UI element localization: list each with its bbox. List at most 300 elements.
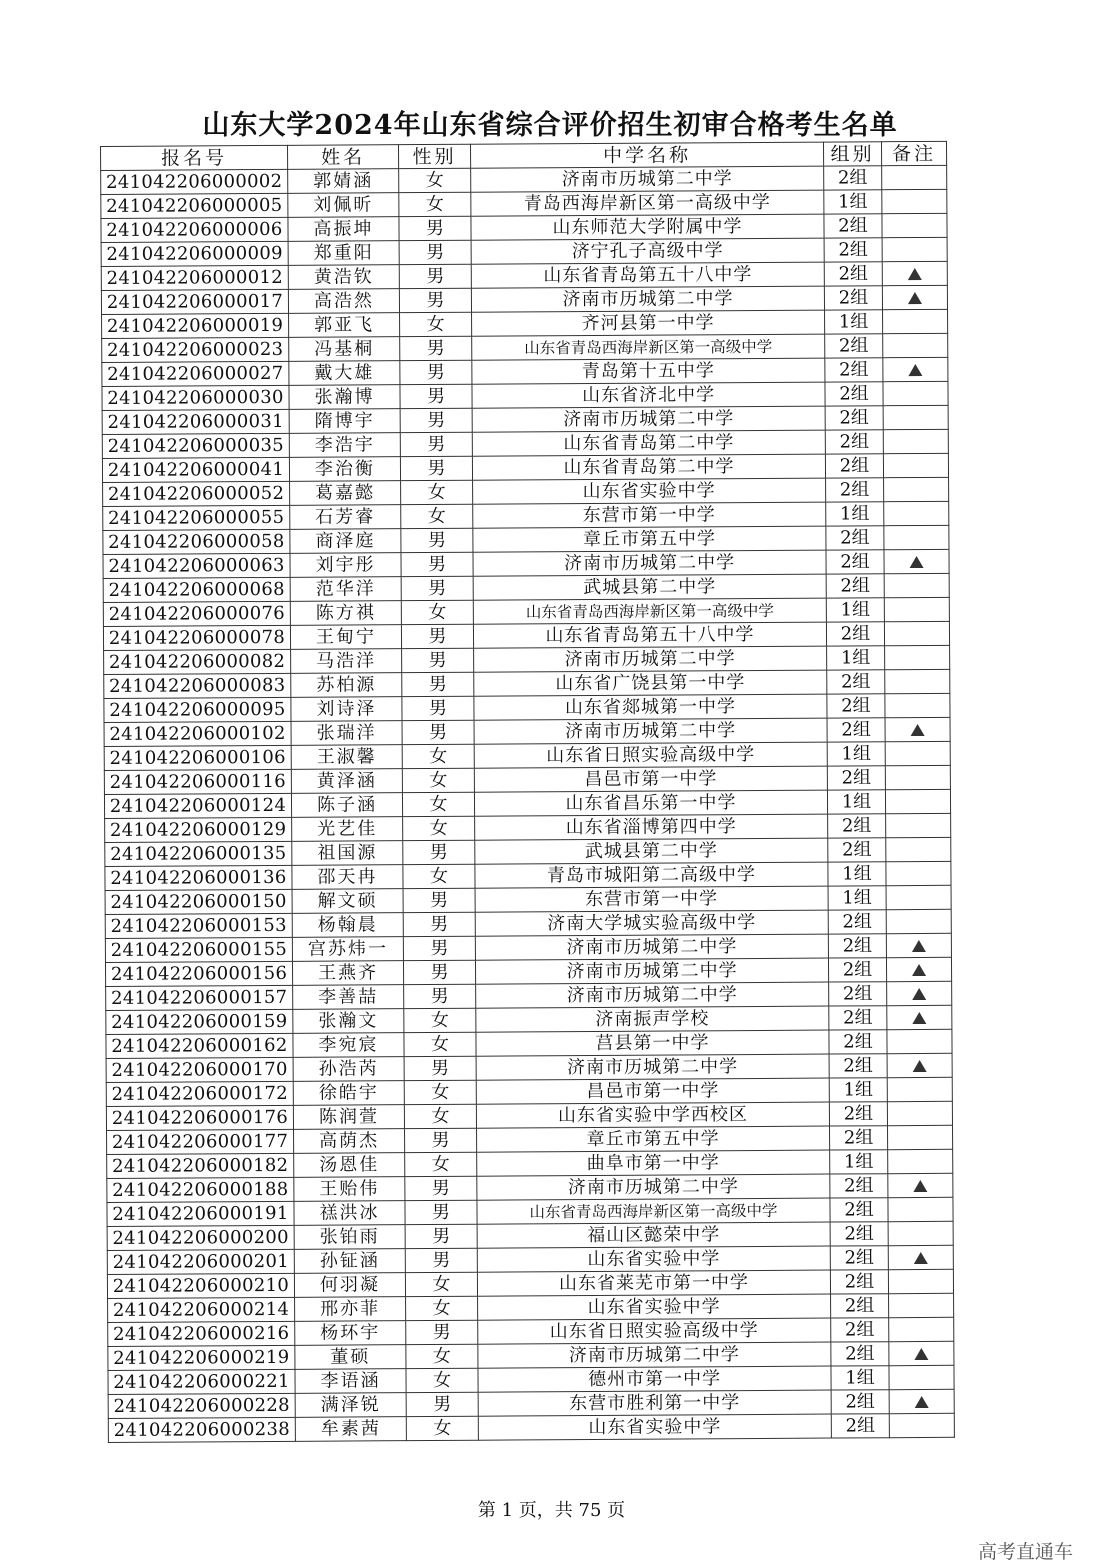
cell-note	[886, 957, 951, 981]
cell-gender: 女	[406, 1368, 478, 1392]
cell-registration-id: 241042206000078	[103, 625, 290, 650]
cell-gender: 男	[399, 216, 471, 240]
watermark-text: 高考直通车	[977, 1541, 1073, 1563]
cell-group: 2组	[830, 1246, 888, 1270]
triangle-marker-icon	[910, 555, 924, 567]
cell-gender: 女	[404, 1008, 476, 1032]
cell-group: 2组	[829, 1006, 887, 1030]
cell-school: 济南市历城第二中学	[471, 286, 824, 312]
cell-name: 商泽庭	[290, 529, 401, 554]
cell-note	[887, 1029, 952, 1053]
cell-registration-id: 241042206000182	[107, 1153, 294, 1178]
cell-group: 2组	[827, 718, 885, 742]
cell-name: 光艺佳	[292, 817, 403, 842]
cell-note	[888, 1173, 953, 1197]
cell-note	[883, 405, 948, 429]
cell-note	[882, 261, 947, 285]
cell-school: 山东省青岛第二中学	[472, 454, 825, 480]
cell-note	[886, 909, 951, 933]
cell-note	[883, 429, 948, 453]
cell-school: 济南市历城第二中学	[471, 166, 824, 192]
cell-gender: 女	[405, 1272, 477, 1296]
cell-note	[884, 501, 949, 525]
cell-registration-id: 241042206000068	[103, 577, 290, 602]
cell-name: 郑重阳	[288, 241, 399, 266]
cell-name: 张瀚博	[289, 385, 400, 410]
cell-registration-id: 241042206000031	[102, 409, 289, 434]
cell-note	[889, 1389, 954, 1413]
cell-school: 山东省实验中学西校区	[476, 1102, 829, 1128]
cell-note	[882, 285, 947, 309]
cell-name: 杨翰晨	[292, 913, 403, 938]
cell-registration-id: 241042206000201	[107, 1249, 294, 1274]
cell-note	[885, 765, 950, 789]
cell-name: 王淑馨	[291, 745, 402, 770]
cell-note	[888, 1245, 953, 1269]
cell-school: 武城县第二中学	[475, 838, 828, 864]
cell-note	[887, 1077, 952, 1101]
triangle-marker-icon	[908, 363, 922, 375]
cell-name: 张瀚文	[293, 1009, 404, 1034]
cell-gender: 女	[405, 1152, 477, 1176]
cell-gender: 女	[401, 504, 473, 528]
document-title: 山东大学2024年山东省综合评价招生初审合格考生名单	[202, 110, 898, 141]
cell-registration-id: 241042206000027	[102, 361, 289, 386]
cell-registration-id: 241042206000177	[107, 1129, 294, 1154]
cell-gender: 男	[403, 936, 475, 960]
cell-registration-id: 241042206000162	[106, 1033, 293, 1058]
cell-note	[883, 309, 948, 333]
cell-gender: 男	[402, 672, 474, 696]
cell-gender: 男	[400, 456, 472, 480]
cell-school: 东营市第一中学	[475, 886, 828, 912]
cell-group: 1组	[827, 646, 885, 670]
cell-group: 1组	[827, 790, 885, 814]
cell-school: 济南市历城第二中学	[477, 1174, 830, 1200]
cell-registration-id: 241042206000041	[102, 457, 289, 482]
cell-name: 祖国源	[292, 841, 403, 866]
cell-group: 2组	[831, 1342, 889, 1366]
cell-name: 张瑞洋	[291, 721, 402, 746]
cell-school: 东营市胜利第一中学	[478, 1390, 831, 1416]
cell-school: 济南市历城第二中学	[473, 550, 826, 576]
cell-group: 2组	[828, 910, 886, 934]
cell-note	[882, 165, 947, 189]
cell-group: 2组	[830, 1174, 888, 1198]
cell-registration-id: 241042206000200	[107, 1225, 294, 1250]
cell-gender: 女	[406, 1296, 478, 1320]
cell-group: 2组	[826, 622, 884, 646]
cell-school: 山东省青岛西海岸新区第一高级中学	[472, 334, 825, 360]
cell-note	[883, 381, 948, 405]
cell-group: 1组	[827, 742, 885, 766]
cell-name: 王燕齐	[292, 961, 403, 986]
cell-school: 济宁孔子高级中学	[471, 238, 824, 264]
cell-school: 德州市第一中学	[478, 1366, 831, 1392]
cell-note	[887, 1053, 952, 1077]
cell-registration-id: 241042206000157	[106, 985, 293, 1010]
cell-note	[883, 333, 948, 357]
cell-registration-id: 241042206000063	[103, 553, 290, 578]
cell-name: 葛嘉懿	[290, 481, 401, 506]
cell-school: 山东省济北中学	[472, 382, 825, 408]
cell-registration-id: 241042206000216	[108, 1321, 295, 1346]
cell-school: 济南市历城第二中学	[475, 958, 828, 984]
cell-note	[886, 885, 951, 909]
candidate-table	[100, 141, 955, 1443]
cell-school: 济南市历城第二中学	[474, 718, 827, 744]
cell-gender: 男	[404, 984, 476, 1008]
cell-gender: 男	[402, 648, 474, 672]
cell-name: 陈子涵	[291, 793, 402, 818]
cell-registration-id: 241042206000030	[102, 385, 289, 410]
cell-name: 李治衡	[289, 457, 400, 482]
cell-note	[883, 453, 948, 477]
cell-group: 1组	[826, 502, 884, 526]
cell-gender: 女	[402, 792, 474, 816]
cell-name: 刘诗泽	[291, 697, 402, 722]
cell-gender: 男	[400, 432, 472, 456]
triangle-marker-icon	[914, 1251, 928, 1263]
cell-registration-id: 241042206000159	[106, 1009, 293, 1034]
cell-school: 青岛第十五中学	[472, 358, 825, 384]
cell-note	[882, 237, 947, 261]
cell-gender: 男	[402, 696, 474, 720]
cell-name: 孙浩芮	[293, 1057, 404, 1082]
cell-school: 山东省日照实验高级中学	[474, 742, 827, 768]
cell-group: 2组	[824, 214, 882, 238]
cell-gender: 男	[403, 960, 475, 984]
cell-group: 2组	[825, 454, 883, 478]
cell-note	[885, 693, 950, 717]
cell-group: 2组	[825, 430, 883, 454]
cell-school: 东营市第一中学	[473, 502, 826, 528]
cell-gender: 女	[399, 168, 471, 192]
cell-group: 1组	[828, 862, 886, 886]
cell-registration-id: 241042206000221	[108, 1369, 295, 1394]
cell-school: 山东省淄博第四中学	[475, 814, 828, 840]
cell-registration-id: 241042206000116	[104, 769, 291, 794]
cell-gender: 男	[402, 720, 474, 744]
cell-school: 昌邑市第一中学	[474, 766, 827, 792]
cell-group: 2组	[828, 838, 886, 862]
cell-name: 李宛宸	[293, 1033, 404, 1058]
cell-gender: 男	[400, 408, 472, 432]
cell-registration-id: 241042206000035	[102, 433, 289, 458]
cell-gender: 男	[399, 240, 471, 264]
cell-registration-id: 241042206000002	[101, 169, 288, 194]
cell-gender: 女	[399, 192, 471, 216]
cell-gender: 女	[401, 480, 473, 504]
cell-group: 2组	[831, 1294, 889, 1318]
cell-registration-id: 241042206000017	[101, 289, 288, 314]
cell-registration-id: 241042206000155	[105, 937, 292, 962]
cell-school: 青岛市城阳第二高级中学	[475, 862, 828, 888]
cell-group: 1组	[826, 598, 884, 622]
cell-gender: 男	[400, 336, 472, 360]
cell-registration-id: 241042206000238	[108, 1417, 295, 1442]
cell-note	[889, 1293, 954, 1317]
cell-note	[887, 981, 952, 1005]
cell-note	[886, 933, 951, 957]
cell-registration-id: 241042206000156	[105, 961, 292, 986]
cell-group: 1组	[831, 1366, 889, 1390]
cell-name: 苏柏源	[291, 673, 402, 698]
cell-registration-id: 241042206000005	[101, 193, 288, 218]
cell-school: 山东省青岛西海岸新区第一高级中学	[477, 1198, 830, 1224]
triangle-marker-icon	[908, 267, 922, 279]
cell-note	[885, 717, 950, 741]
cell-name: 王贻伟	[294, 1177, 405, 1202]
cell-group: 2组	[825, 382, 883, 406]
cell-group: 1组	[828, 886, 886, 910]
header-group: 组别	[823, 142, 881, 166]
cell-group: 2组	[824, 166, 882, 190]
cell-group: 2组	[827, 766, 885, 790]
cell-note	[886, 813, 951, 837]
cell-name: 陈润萱	[293, 1105, 404, 1130]
cell-gender: 男	[403, 840, 475, 864]
cell-note	[884, 477, 949, 501]
cell-name: 邵天冉	[292, 865, 403, 890]
header-gender: 性别	[398, 144, 470, 168]
cell-name: 汤恩佳	[294, 1153, 405, 1178]
cell-school: 山东省实验中学	[478, 1414, 831, 1440]
cell-group: 2组	[827, 670, 885, 694]
cell-gender: 男	[404, 1056, 476, 1080]
cell-registration-id: 241042206000006	[101, 217, 288, 242]
cell-note	[887, 1125, 952, 1149]
cell-registration-id: 241042206000082	[104, 649, 291, 674]
cell-school: 武城县第二中学	[473, 574, 826, 600]
cell-school: 山东省实验中学	[477, 1246, 830, 1272]
cell-gender: 女	[404, 1104, 476, 1128]
header-name: 姓名	[287, 145, 398, 170]
cell-note	[889, 1317, 954, 1341]
cell-group: 2组	[829, 1102, 887, 1126]
triangle-marker-icon	[913, 1059, 927, 1071]
cell-group: 2组	[825, 406, 883, 430]
cell-gender: 男	[399, 288, 471, 312]
cell-school: 济南市历城第二中学	[475, 934, 828, 960]
cell-registration-id: 241042206000055	[103, 505, 290, 530]
triangle-marker-icon	[913, 1179, 927, 1191]
cell-group: 2组	[827, 694, 885, 718]
cell-school: 曲阜市第一中学	[477, 1150, 830, 1176]
cell-gender: 女	[406, 1416, 478, 1440]
cell-note	[889, 1365, 954, 1389]
cell-school: 山东省青岛第五十八中学	[473, 622, 826, 648]
cell-note	[882, 213, 947, 237]
cell-note	[884, 597, 949, 621]
cell-note	[884, 549, 949, 573]
cell-note	[885, 741, 950, 765]
cell-gender: 男	[400, 360, 472, 384]
cell-name: 戴大雄	[289, 361, 400, 386]
cell-name: 郭亚飞	[289, 313, 400, 338]
cell-group: 2组	[830, 1126, 888, 1150]
cell-school: 济南振声学校	[476, 1006, 829, 1032]
cell-school: 济南市历城第二中学	[476, 982, 829, 1008]
cell-name: 杨环宇	[295, 1321, 406, 1346]
cell-name: 冯基桐	[289, 337, 400, 362]
cell-registration-id: 241042206000052	[103, 481, 290, 506]
cell-group: 2组	[831, 1390, 889, 1414]
cell-registration-id: 241042206000172	[106, 1081, 293, 1106]
cell-gender: 男	[400, 384, 472, 408]
cell-school: 青岛西海岸新区第一高级中学	[471, 190, 824, 216]
table-body	[101, 165, 955, 1442]
cell-gender: 女	[402, 768, 474, 792]
cell-name: 邢亦菲	[295, 1297, 406, 1322]
cell-name: 黄浩钦	[288, 265, 399, 290]
cell-note	[889, 1413, 954, 1437]
cell-group: 2组	[828, 934, 886, 958]
cell-note	[886, 861, 951, 885]
triangle-marker-icon	[912, 987, 926, 999]
cell-registration-id: 241042206000176	[106, 1105, 293, 1130]
cell-name: 宫苏炜一	[292, 937, 403, 962]
cell-gender: 男	[405, 1200, 477, 1224]
cell-registration-id: 241042206000188	[107, 1177, 294, 1202]
cell-name: 徐皓宇	[293, 1081, 404, 1106]
cell-registration-id: 241042206000219	[108, 1345, 295, 1370]
cell-gender: 男	[401, 528, 473, 552]
header-school: 中学名称	[470, 142, 823, 168]
triangle-marker-icon	[912, 963, 926, 975]
cell-registration-id: 241042206000136	[105, 865, 292, 890]
cell-group: 2组	[824, 286, 882, 310]
cell-note	[883, 357, 948, 381]
cell-name: 刘宇彤	[290, 553, 401, 578]
cell-school: 山东省郯城第一中学	[474, 694, 827, 720]
cell-registration-id: 241042206000083	[104, 673, 291, 698]
cell-gender: 男	[401, 624, 473, 648]
cell-gender: 男	[406, 1320, 478, 1344]
cell-note	[885, 645, 950, 669]
cell-group: 1组	[830, 1150, 888, 1174]
cell-registration-id: 241042206000009	[101, 241, 288, 266]
cell-registration-id: 241042206000129	[105, 817, 292, 842]
cell-registration-id: 241042206000023	[102, 337, 289, 362]
cell-gender: 男	[405, 1176, 477, 1200]
cell-group: 2组	[826, 526, 884, 550]
cell-name: 解文硕	[292, 889, 403, 914]
cell-group: 2组	[831, 1414, 889, 1438]
cell-group: 2组	[830, 1222, 888, 1246]
cell-gender: 男	[399, 264, 471, 288]
cell-group: 2组	[828, 814, 886, 838]
cell-gender: 男	[401, 576, 473, 600]
cell-note	[885, 669, 950, 693]
cell-gender: 女	[401, 600, 473, 624]
cell-school: 昌邑市第一中学	[476, 1078, 829, 1104]
cell-registration-id: 241042206000210	[107, 1273, 294, 1298]
cell-name: 高荫杰	[294, 1129, 405, 1154]
header-id: 报名号	[101, 145, 288, 170]
cell-registration-id: 241042206000076	[103, 601, 290, 626]
cell-school: 莒县第一中学	[476, 1030, 829, 1056]
cell-school: 山东省日照实验高级中学	[478, 1318, 831, 1344]
triangle-marker-icon	[908, 291, 922, 303]
cell-note	[885, 789, 950, 813]
cell-note	[888, 1269, 953, 1293]
cell-registration-id: 241042206000019	[102, 313, 289, 338]
cell-school: 山东省昌乐第一中学	[474, 790, 827, 816]
cell-group: 1组	[829, 1078, 887, 1102]
cell-gender: 男	[403, 912, 475, 936]
cell-gender: 男	[401, 552, 473, 576]
cell-school: 济南市历城第二中学	[472, 406, 825, 432]
cell-name: 黄泽涵	[291, 769, 402, 794]
cell-note	[888, 1197, 953, 1221]
cell-school: 山东省实验中学	[478, 1294, 831, 1320]
cell-group: 1组	[825, 310, 883, 334]
cell-note	[884, 525, 949, 549]
cell-school: 山东省莱芜市第一中学	[477, 1270, 830, 1296]
cell-group: 2组	[826, 478, 884, 502]
cell-group: 2组	[825, 358, 883, 382]
cell-gender: 女	[403, 816, 475, 840]
cell-school: 济南市历城第二中学	[478, 1342, 831, 1368]
cell-registration-id: 241042206000106	[104, 745, 291, 770]
cell-school: 山东师范大学附属中学	[471, 214, 824, 240]
cell-group: 1组	[824, 190, 882, 214]
cell-school: 山东省广饶县第一中学	[474, 670, 827, 696]
cell-school: 济南市历城第二中学	[474, 646, 827, 672]
page-footer: 第 1 页，共 75 页	[477, 1500, 626, 1521]
cell-group: 2组	[824, 262, 882, 286]
triangle-marker-icon	[912, 1011, 926, 1023]
cell-name: 范华洋	[290, 577, 401, 602]
cell-note	[884, 573, 949, 597]
cell-registration-id: 241042206000214	[108, 1297, 295, 1322]
cell-registration-id: 241042206000012	[101, 265, 288, 290]
cell-group: 2组	[831, 1318, 889, 1342]
cell-name: 董硕	[295, 1345, 406, 1370]
cell-name: 满泽锐	[295, 1393, 406, 1418]
cell-school: 山东省青岛第二中学	[472, 430, 825, 456]
cell-note	[886, 837, 951, 861]
cell-school: 山东省青岛第五十八中学	[471, 262, 824, 288]
cell-note	[887, 1005, 952, 1029]
cell-gender: 男	[405, 1224, 477, 1248]
cell-registration-id: 241042206000058	[103, 529, 290, 554]
cell-name: 孙钲涵	[294, 1249, 405, 1274]
triangle-marker-icon	[912, 939, 926, 951]
cell-group: 2组	[830, 1198, 888, 1222]
cell-name: 刘佩昕	[288, 193, 399, 218]
cell-group: 2组	[828, 958, 886, 982]
cell-gender: 男	[405, 1128, 477, 1152]
cell-name: 石芳睿	[290, 505, 401, 530]
triangle-marker-icon	[915, 1395, 929, 1407]
cell-name: 禚洪冰	[294, 1201, 405, 1226]
cell-name: 郭婧涵	[288, 169, 399, 194]
cell-gender: 女	[403, 864, 475, 888]
cell-group: 2组	[824, 238, 882, 262]
cell-gender: 女	[400, 312, 472, 336]
cell-registration-id: 241042206000191	[107, 1201, 294, 1226]
cell-name: 马浩洋	[291, 649, 402, 674]
cell-name: 隋博宇	[289, 409, 400, 434]
cell-school: 齐河县第一中学	[472, 310, 825, 336]
cell-note	[884, 621, 949, 645]
cell-name: 李浩宇	[289, 433, 400, 458]
cell-gender: 女	[404, 1080, 476, 1104]
cell-name: 高振坤	[288, 217, 399, 242]
cell-registration-id: 241042206000102	[104, 721, 291, 746]
